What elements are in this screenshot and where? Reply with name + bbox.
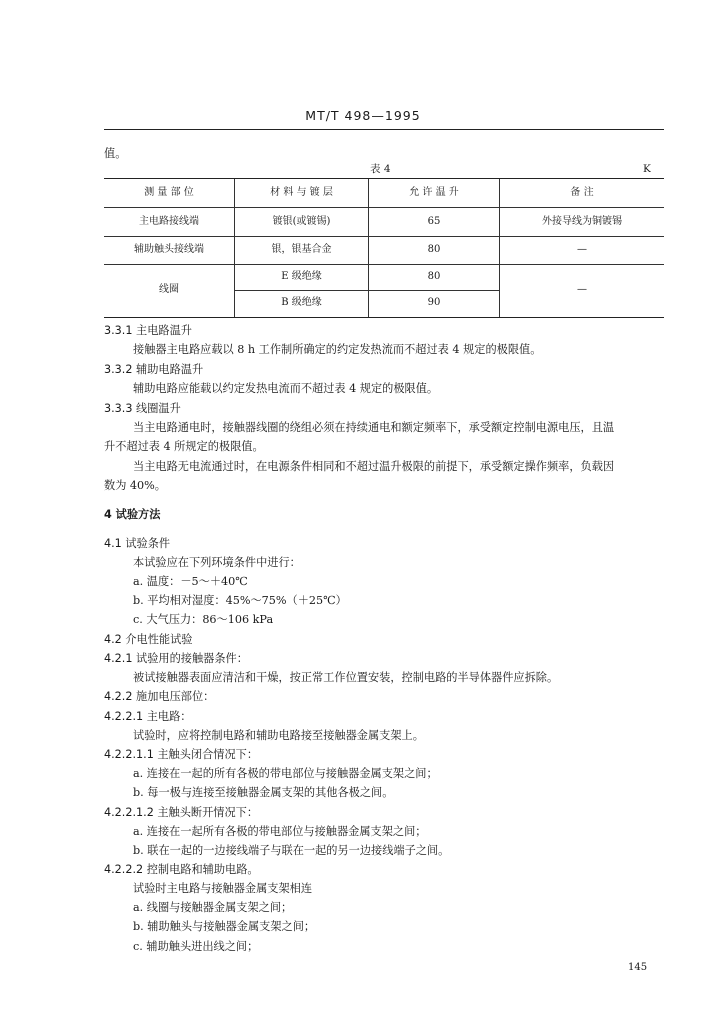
table-header-cell: 备 注	[570, 187, 594, 198]
temperature-rise-table	[104, 178, 664, 318]
section-heading: 4.2.2.1.1 主触头闭合情况下：	[104, 748, 259, 761]
table-cell: 线圈	[159, 284, 179, 295]
table-cell: 65	[427, 216, 441, 227]
table-cell: E 级绝缘	[281, 271, 322, 282]
section-heading: 3.3.3 线圈温升	[104, 402, 181, 415]
section-heading: 4.2.2 施加电压部位：	[104, 690, 215, 703]
paragraph: 辅助电路应能载以约定发热电流而不超过表 4 规定的极限值。	[133, 382, 439, 395]
header-rule	[104, 129, 664, 130]
table-cell: 90	[427, 297, 441, 308]
table-row-divider	[235, 290, 499, 291]
section-heading: 3.3.2 辅助电路温升	[104, 363, 204, 376]
table-cell: B 级绝缘	[281, 297, 322, 308]
table-header-cell: 材 料 与 镀 层	[270, 187, 333, 198]
table-row-divider	[104, 236, 664, 237]
list-item: a. 连接在一起所有各极的带电部位与接触器金属支架之间；	[133, 825, 427, 838]
paragraph: 试验时主电路与接触器金属支架相连	[133, 882, 313, 895]
section-heading: 4.2.2.1.2 主触头断开情况下：	[104, 806, 259, 819]
table-cell: —	[577, 284, 587, 295]
table-cell: 银，银基合金	[271, 244, 332, 255]
paragraph: 试验时，应将控制电路和辅助电路接至接触器金属支架上。	[133, 729, 424, 742]
section-heading: 3.3.1 主电路温升	[104, 324, 192, 337]
table-unit: K	[643, 163, 651, 175]
section-heading: 4.2.1 试验用的接触器条件：	[104, 652, 248, 665]
table-cell: 80	[427, 244, 441, 255]
table-cell: 辅助触头接线端	[134, 244, 204, 255]
section-heading: 4.2.2.2 控制电路和辅助电路。	[104, 863, 259, 876]
list-item: a. 线圈与接触器金属支架之间；	[133, 901, 293, 914]
paragraph: 当主电路通电时，接触器线圈的绕组必须在持续通电和额定频率下，承受额定控制电源电压，且温	[133, 421, 615, 434]
chapter-heading: 4 试验方法	[104, 508, 161, 521]
table-header-cell: 允 许 温 升	[409, 187, 459, 198]
table-cell: 外接导线为铜镀锡	[542, 216, 622, 227]
paragraph: 本试验应在下列环境条件中进行：	[133, 556, 301, 569]
list-item: c. 大气压力：86～106 kPa	[133, 613, 274, 626]
intro-text: 值。	[104, 147, 127, 160]
paragraph: 当主电路无电流通过时，在电源条件相同和不超过温升极限的前提下，承受额定操作频率，负载因	[133, 460, 615, 473]
table-cell: —	[577, 244, 587, 255]
table-cell: 镀银(或镀锡)	[272, 216, 331, 227]
paragraph: 被试接触器表面应清洁和干燥，按正常工作位置安装，控制电路的半导体器件应拆除。	[133, 671, 559, 684]
list-item: b. 辅助触头与接触器金属支架之间；	[133, 920, 316, 933]
section-heading: 4.2.2.1 主电路：	[104, 710, 192, 723]
paragraph: 数为 40%。	[104, 479, 166, 492]
list-item: a. 温度：－5～＋40℃	[133, 575, 248, 588]
list-item: b. 每一极与连接至接触器金属支架的其他各极之间。	[133, 786, 394, 799]
page-header-code: MT/T 498—1995	[305, 108, 421, 123]
list-item: a. 连接在一起的所有各极的带电部位与接触器金属支架之间；	[133, 767, 438, 780]
table-row-divider	[104, 264, 664, 265]
table-title: 表 4	[370, 163, 391, 175]
list-item: b. 平均相对湿度：45%～75%（＋25℃）	[133, 594, 347, 607]
paragraph: 升不超过表 4 所规定的极限值。	[104, 440, 264, 453]
table-cell: 主电路接线端	[139, 216, 199, 227]
paragraph: 接触器主电路应载以 8 h 工作制所确定的约定发热流而不超过表 4 规定的极限值。	[133, 343, 542, 356]
page-number: 145	[628, 962, 648, 973]
table-cell: 80	[427, 271, 441, 282]
table-row-divider	[104, 207, 664, 208]
section-heading: 4.2 介电性能试验	[104, 633, 193, 646]
list-item: c. 辅助触头进出线之间；	[133, 940, 259, 953]
table-header-cell: 测 量 部 位	[144, 187, 194, 198]
section-heading: 4.1 试验条件	[104, 537, 171, 550]
list-item: b. 联在一起的一边接线端子与联在一起的另一边接线端子之间。	[133, 844, 450, 857]
